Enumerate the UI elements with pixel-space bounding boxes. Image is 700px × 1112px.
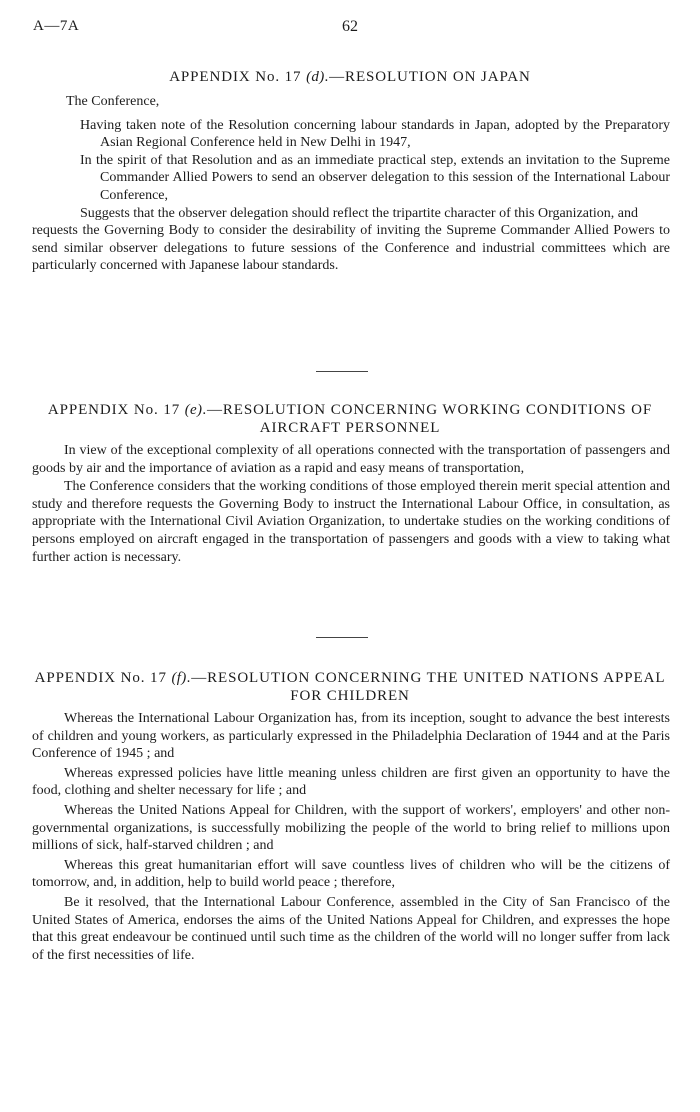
clause: Having taken note of the Resolution concerning labour standards in Japan, adopted by the Preparatory Asian Regional Conference held in New Delhi in 1947, <box>80 117 670 151</box>
paragraph: Whereas the International Labour Organization has, from its inception, sought to advance the best interests of children and young workers, as particularly expressed in the Philadelphia Declaration of 1944 and at the Paris Conference of 1945 ; and <box>32 711 670 762</box>
paragraph: Whereas this great humanitarian effort will save countless lives of children who will be the citizens of tomorrow, and, in addition, help to build world peace ; therefore, <box>32 857 670 891</box>
paragraph: requests the Governing Body to consider the desirability of inviting the Supreme Commander Allied Powers to send similar observer delegations to future sessions of the Conference and industrial committees which are particularly concerned with Japanese labour standards. <box>32 223 670 274</box>
paragraph: Be it resolved, that the International Labour Conference, assembled in the City of San Francisco of the United States of America, endorses the aims of the United Nations Appeal for Children, and expresses the hope that this great endeavour be continued until such time as the children of the world will no longer suffer from lack of the first necessities of life. <box>32 894 670 963</box>
paragraph: The Conference, <box>66 94 160 109</box>
page-header <box>0 18 700 42</box>
separator-rule <box>316 371 368 372</box>
clause: In the spirit of that Resolution and as an immediate practical step, extends an invitation to the Supreme Commander Allied Powers to send an observer delegation to this session of the International Labour Conference, <box>80 152 670 203</box>
section-aircraft-personnel <box>0 401 700 566</box>
paragraph: Whereas expressed policies have little meaning unless children are first given an opportunity to have the food, clothing and shelter necessary for life ; and <box>32 765 670 799</box>
separator-rule <box>316 637 368 638</box>
document-reference: A—7A <box>33 18 80 34</box>
paragraph: In view of the exceptional complexity of all operations connected with the transportation of passengers and goods by air and the importance of aviation as a rapid and easy means of transportation, <box>32 443 670 476</box>
paragraph: The Conference considers that the working conditions of those employed therein merit special attention and study and therefore requests the Governing Body to instruct the International Labour Office, in consultation, as appropriate with the International Civil Aviation Organization, to undertake studies on the working conditions of persons employed on aircraft engaged in the transportation of passengers and goods with a view to taking what further action is necessary. <box>32 479 670 565</box>
page-number: 62 <box>342 18 358 35</box>
section-title: APPENDIX No. 17 (f).—RESOLUTION CONCERNING THE UNITED NATIONS APPEAL FOR CHILDREN <box>34 670 666 704</box>
section-title: APPENDIX No. 17 (e).—RESOLUTION CONCERNING WORKING CONDITIONS OF AIRCRAFT PERSONNEL <box>47 402 653 436</box>
section-children-appeal <box>0 669 700 964</box>
clause: Suggests that the observer delegation should reflect the tripartite character of this Organization, and <box>80 205 638 221</box>
section-title: APPENDIX No. 17 (d).—RESOLUTION ON JAPAN <box>169 69 531 85</box>
paragraph: Whereas the United Nations Appeal for Children, with the support of workers', employers' and other non-governmental organizations, is successfully mobilizing the people of the world to bring relief to millions upon millions of sick, half-starved children ; and <box>32 802 670 854</box>
section-resolution-japan <box>0 68 700 275</box>
